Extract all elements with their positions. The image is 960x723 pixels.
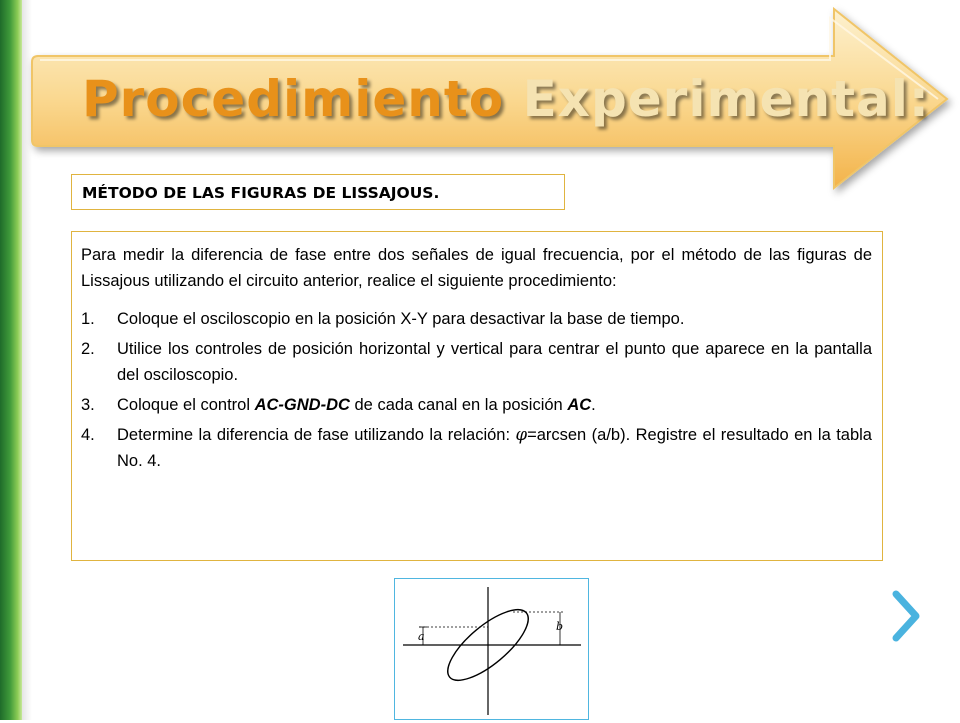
label-b: b — [556, 620, 564, 633]
title-word-experimental: Experimental: — [522, 70, 930, 128]
step-text: Utilice los controles de posición horizontal y vertical para centrar el punto que aparece en la pantalla del osciloscopio. — [117, 340, 872, 384]
page-title — [82, 70, 930, 128]
procedure-intro: Para medir la diferencia de fase entre dos señales de igual frecuencia, por el método de las figuras de Lissajous utilizando el circuito anterior, realice el siguiente procedimiento: — [81, 246, 872, 290]
method-heading: MÉTODO DE LAS FIGURAS DE LISSAJOUS. — [82, 184, 440, 202]
position-name: AC — [567, 396, 592, 414]
procedure-step-2 — [81, 336, 872, 388]
phi-symbol: φ — [515, 425, 528, 444]
chevron-right-icon[interactable] — [892, 590, 922, 642]
step-text-middle: de cada canal en la posición — [349, 396, 568, 414]
label-a: a — [418, 630, 425, 643]
procedure-step-3 — [81, 392, 872, 418]
procedure-box — [71, 231, 883, 561]
step-text-after: =arcsen (a/b). Registre el resultado en la tabla No. 4. — [117, 426, 872, 470]
step-text: Coloque el osciloscopio en la posición X-Y para desactivar la base de tiempo. — [117, 310, 685, 328]
procedure-steps — [81, 306, 872, 474]
lissajous-diagram — [395, 579, 588, 719]
control-name: AC-GND-DC — [254, 396, 350, 414]
step-number: 1. — [81, 310, 95, 328]
step-text-before: Coloque el control — [117, 396, 255, 414]
step-number: 2. — [81, 340, 95, 358]
procedure-step-1 — [81, 306, 872, 332]
procedure-step-4 — [81, 422, 872, 474]
step-number: 3. — [81, 396, 95, 414]
step-number: 4. — [81, 426, 95, 444]
title-word-procedimiento: Procedimiento — [82, 70, 505, 128]
lissajous-figure — [394, 578, 589, 720]
step-text-before: Determine la diferencia de fase utilizando la relación: — [117, 426, 516, 444]
method-heading-box — [71, 174, 565, 210]
step-text-after: . — [591, 396, 596, 414]
